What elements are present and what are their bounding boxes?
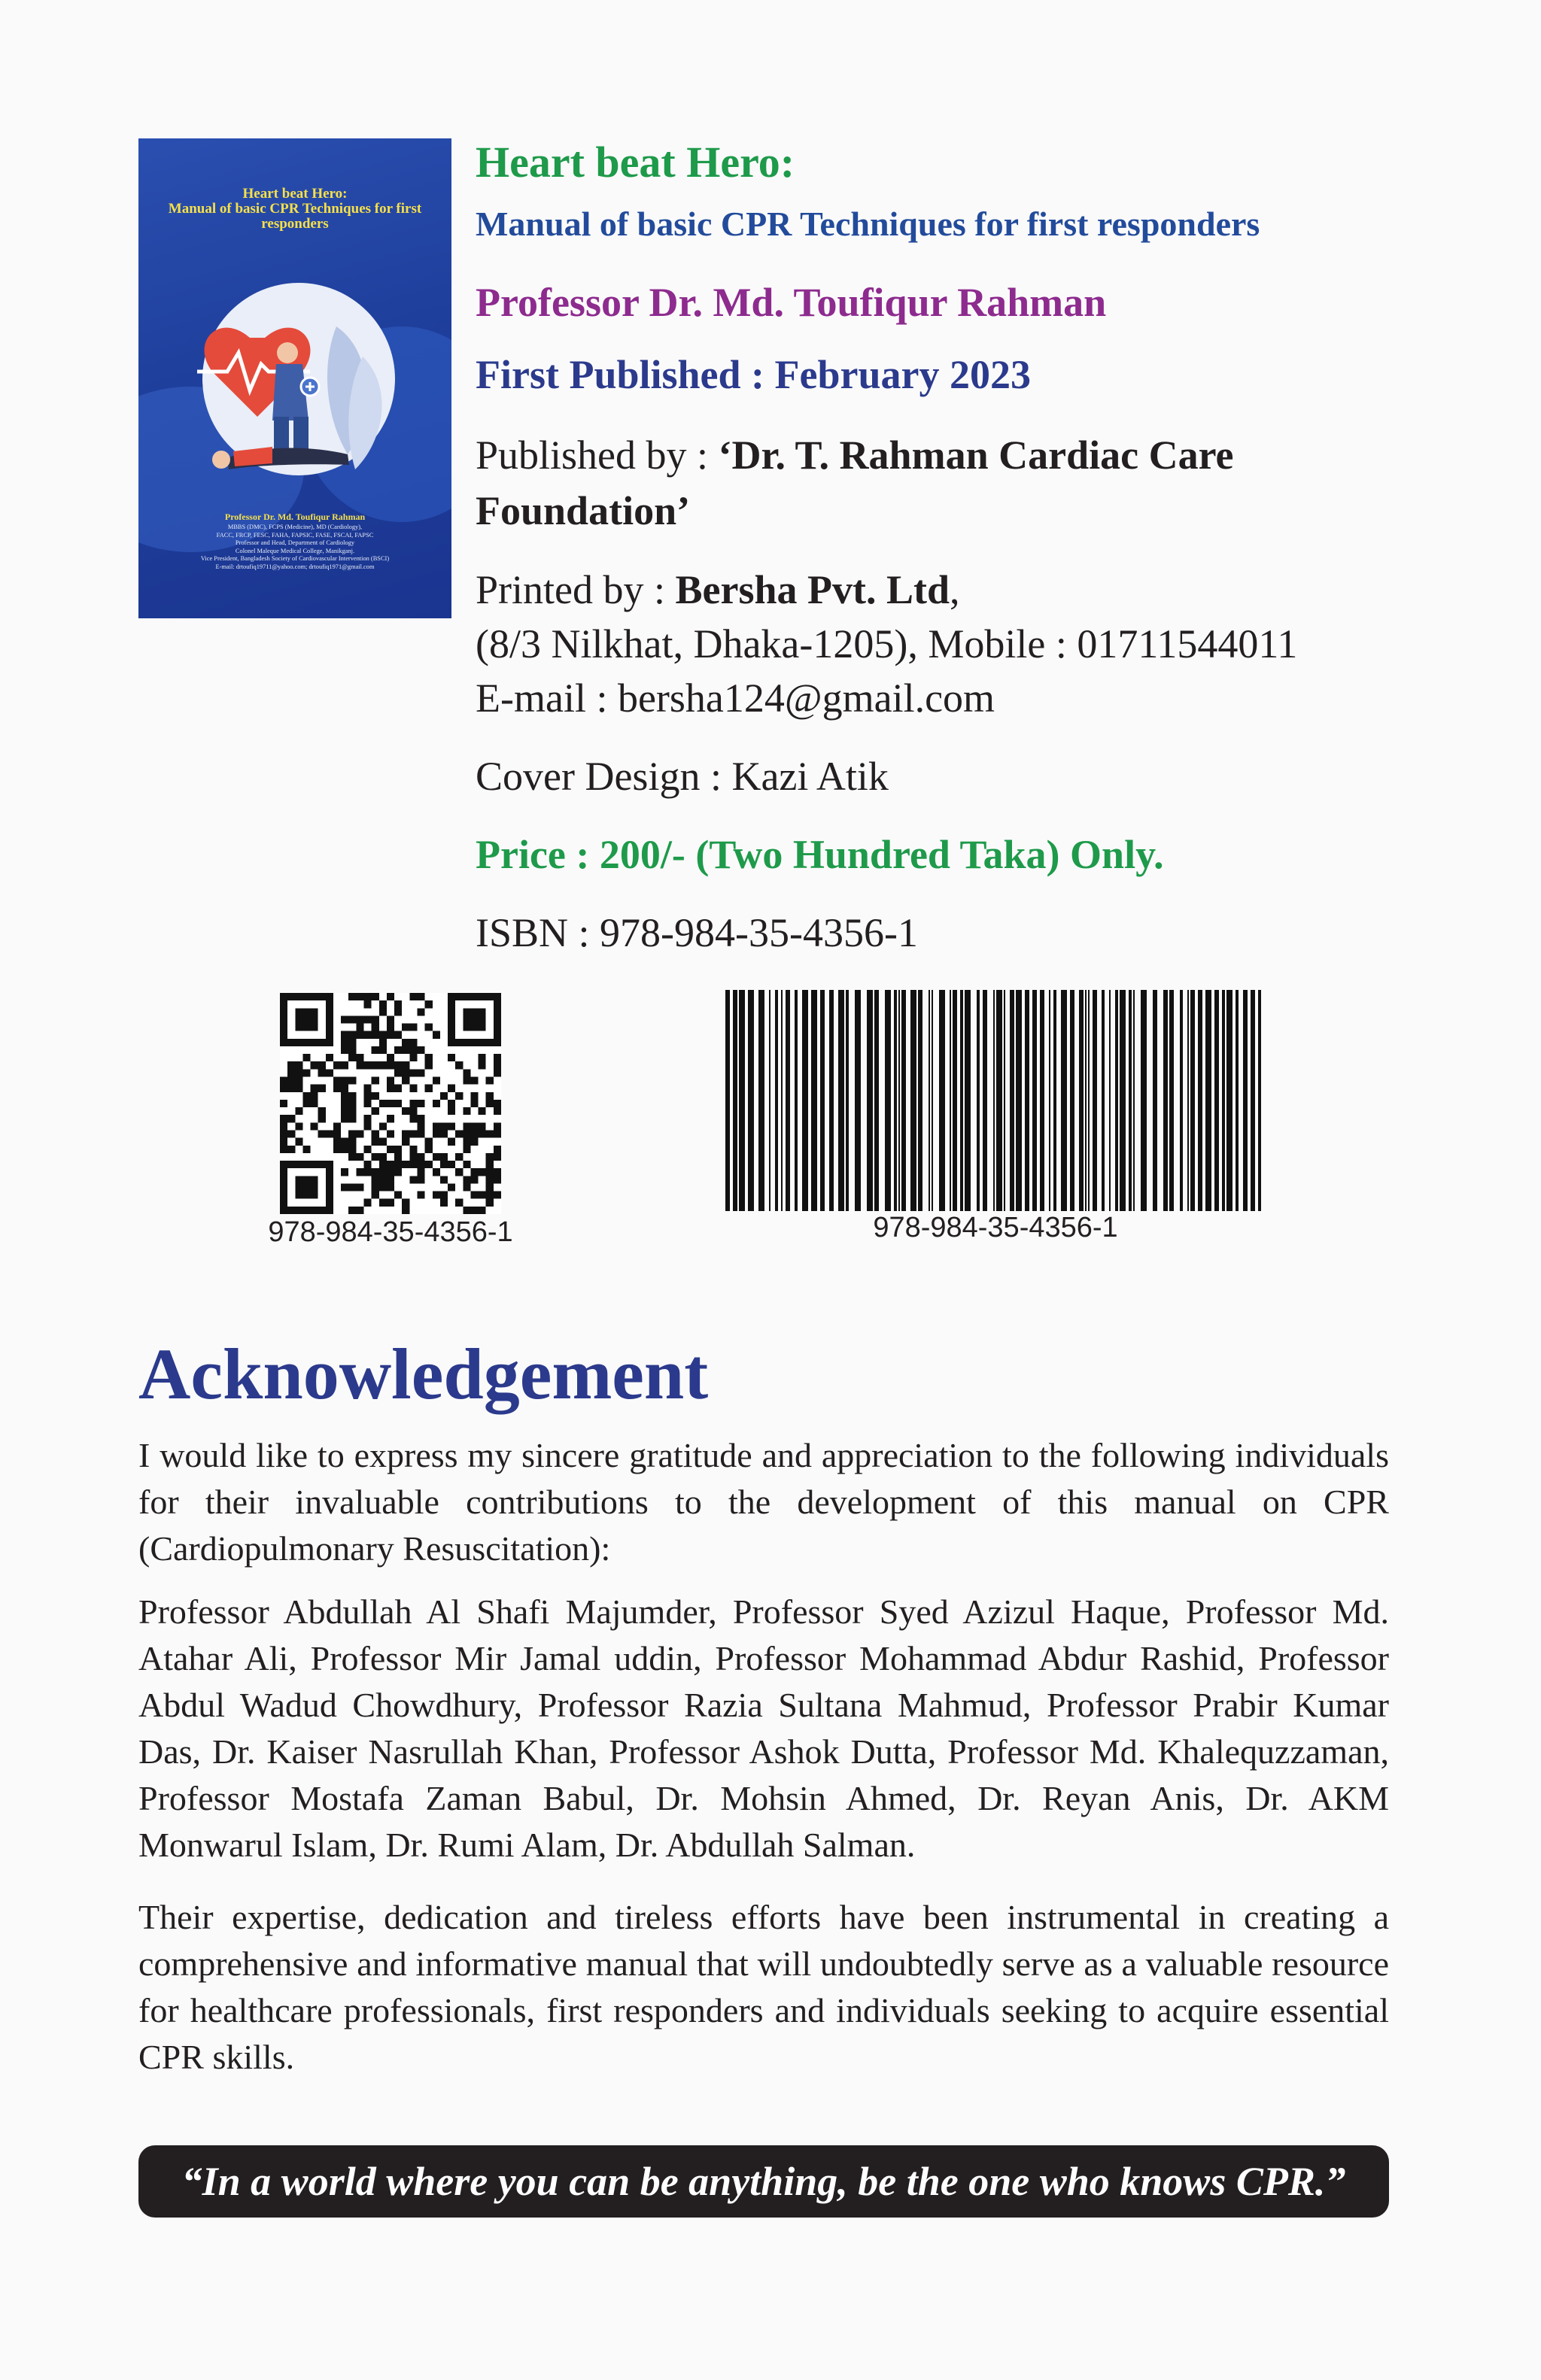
- barcode-caption: 978-984-35-4356-1: [873, 1212, 1118, 1243]
- printer-block: [476, 563, 1424, 725]
- book-cover-image: [138, 138, 451, 618]
- quote-banner: “In a world where you can be anything, be the one who knows CPR.”: [138, 2145, 1389, 2218]
- cover-author: Professor Dr. Md. Toufiqur Rahman: [224, 512, 366, 522]
- cover-title: [138, 187, 451, 232]
- qr-code: [280, 993, 501, 1214]
- isbn: ISBN : 978-984-35-4356-1: [476, 910, 918, 955]
- cover-info-line: Professor and Head, Department of Cardiology: [235, 539, 355, 546]
- cover-design: Cover Design : Kazi Atik: [476, 754, 889, 799]
- printer-address: (8/3 Nilkhat, Dhaka-1205), Mobile : 01711544011: [476, 621, 1298, 666]
- acknowledgement-paragraph: Professor Abdullah Al Shafi Majumder, Professor Syed Azizul Haque, Professor Md. Atahar Ali, Professor Mir Jamal uddin, Professor Mohammad Abdur Rashid, Professor Abdul Wadud Chowdhury, Professor Razia Sultana Mahmud, Professor Prabir Kumar Das, Dr. Kaiser Nasrullah Khan, Professor Ashok Dutta, Professor Md. Khalequzzaman, Professor Mostafa Zaman Babul, Dr. Mohsin Ahmed, Dr. Reyan Anis, Dr. AKM Monwarul Islam, Dr. Rumi Alam, Dr. Abdullah Salman.: [138, 1592, 1389, 1864]
- qr-caption: 978-984-35-4356-1: [268, 1216, 513, 1248]
- cover-subtitle-line: Manual of basic CPR Techniques for first responders: [168, 201, 422, 232]
- acknowledgement-heading: Acknowledgement: [138, 1334, 709, 1414]
- printer-email: E-mail : bersha124@gmail.com: [476, 675, 995, 721]
- heart-cpr-illustration-icon: [175, 266, 423, 515]
- book-subtitle: Manual of basic CPR Techniques for first responders: [476, 205, 1260, 243]
- cover-info-line: E-mail: drtoufiq19711@yahoo.com; drtoufiq1971@gmail.com: [215, 563, 375, 570]
- first-published: First Published : February 2023: [476, 352, 1031, 397]
- printer-comma: ,: [950, 567, 960, 612]
- acknowledgement-paragraph: I would like to express my sincere gratitude and appreciation to the following individuals for their invaluable contributions to the development of this manual on CPR (Cardiopulmonary Resuscitation):: [138, 1436, 1389, 1568]
- acknowledgement-paragraph: Their expertise, dedication and tireless efforts have been instrumental in creating a comprehensive and informative manual that will undoubtedly serve as a valuable resource for healthcare professionals, first responders and individuals seeking to acquire essential CPR skills.: [138, 1898, 1389, 2076]
- printer-line: [476, 563, 1424, 617]
- isbn-barcode: [722, 990, 1269, 1211]
- cover-info-line: MBBS (DMC), FCPS (Medicine), MD (Cardiology),: [227, 524, 363, 530]
- cover-info-line: Vice President, Bangladesh Society of Cardiovascular Intervention (BSCI): [200, 555, 390, 562]
- publisher-name: ‘Dr. T. Rahman Cardiac Care Foundation’: [476, 433, 1234, 533]
- book-title: Heart beat Hero:: [476, 138, 795, 187]
- printer-label: Printed by :: [476, 567, 676, 612]
- cover-author-info: [147, 524, 442, 571]
- price: Price : 200/- (Two Hundred Taka) Only.: [476, 832, 1164, 877]
- publisher-line: [476, 427, 1409, 539]
- cover-info-line: Colonel Maleque Medical College, Manikganj.: [235, 547, 355, 554]
- author-name: Professor Dr. Md. Toufiqur Rahman: [476, 280, 1107, 325]
- cover-title-line: Heart beat Hero:: [242, 186, 348, 202]
- cover-info-line: FACC, FRCP, FESC, FAHA, FAPSIC, FASE, FSCAI, FAPSC: [216, 531, 374, 539]
- printer-name: Bersha Pvt. Ltd: [675, 567, 950, 612]
- publisher-label: Published by :: [476, 433, 719, 478]
